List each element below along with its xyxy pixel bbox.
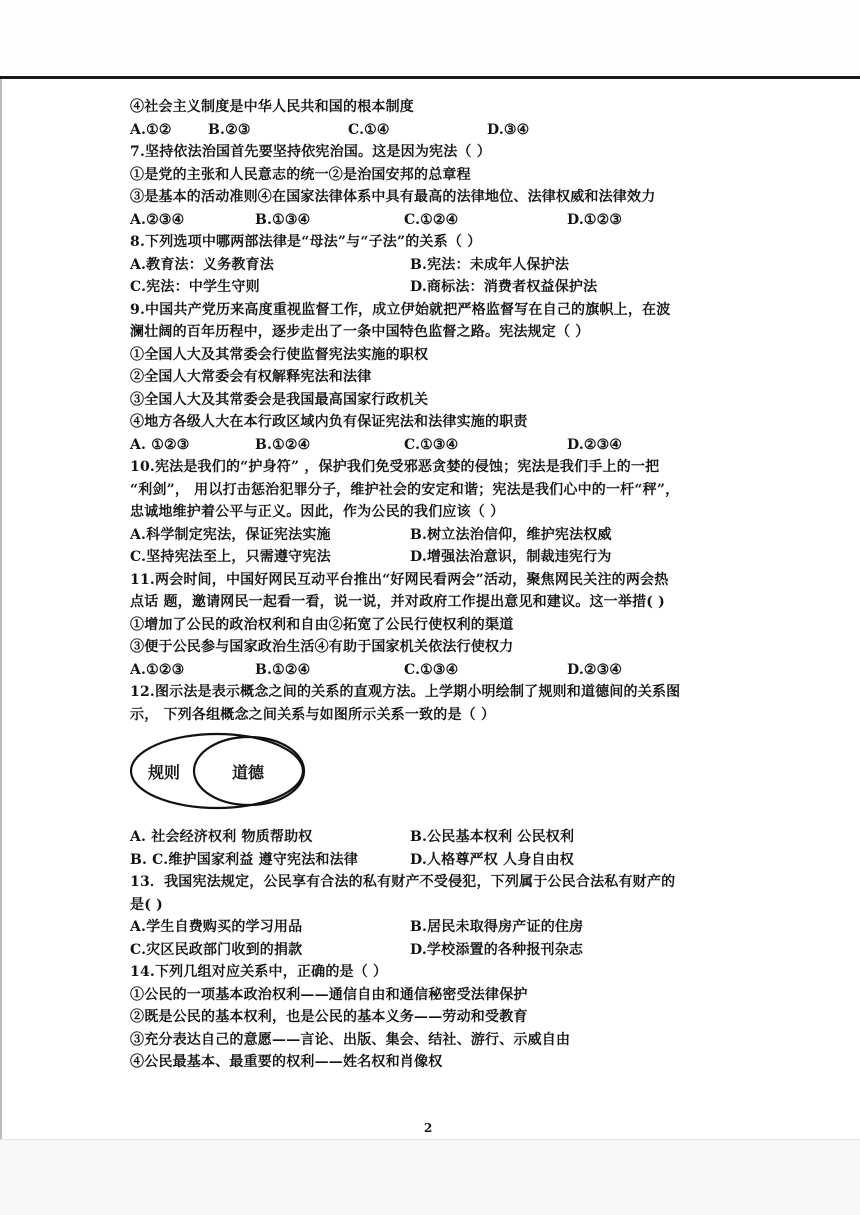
q7-statements-2: ③是基本的活动准则④在国家法律体系中具有最高的法律地位、法律权威和法律效力: [130, 189, 656, 205]
q8-options-row-1: [130, 254, 740, 277]
q10-options-row-1: [130, 524, 740, 547]
exam-page-content: [130, 96, 740, 1074]
q8-option-d: D.商标法：消费者权益保护法: [410, 279, 598, 295]
header-rule: [0, 76, 860, 79]
q8-option-a: A.教育法：义务教育法: [130, 256, 274, 273]
q9-statement-3: ③全国人大及其常委会是我国最高国家行政机关: [130, 391, 429, 408]
scan-bottom-margin: [0, 1140, 860, 1215]
q10-option-a: A.科学制定宪法，保证宪法实施: [130, 526, 331, 543]
q7-option-a: A.②③④: [130, 211, 185, 228]
q13-option-b: B.居民未取得房产证的住房: [410, 919, 584, 935]
q7-stem: 7.坚持依法治国首先要坚持依宪治国。这是因为宪法（ ）: [130, 144, 491, 160]
q14-stem: 14.下列几组对应关系中，正确的是（ ）: [130, 964, 388, 980]
q12-stem-line-2: 示， 下列各组概念之间关系与如图所示关系一致的是（ ）: [130, 706, 496, 723]
q8-stem: 8.下列选项中哪两部法律是“母法”与“子法”的关系（ ）: [130, 234, 482, 250]
q12-option-c: B. C.维护国家利益 遵守宪法和法律: [130, 851, 359, 868]
q10-option-d: D.增强法治意识，制裁违宪行为: [410, 549, 612, 565]
q11-statements-1: ①增加了公民的政治权利和自由②拓宽了公民行使权利的渠道: [130, 616, 514, 633]
q9-option-c: C.①③④: [404, 436, 459, 453]
q10-option-b: B.树立法治信仰，维护宪法权威: [410, 526, 612, 543]
q7-statements-1: ①是党的主张和人民意志的统一②是治国安邦的总章程: [130, 166, 471, 183]
q13-options-row-1: [130, 916, 740, 939]
q9-option-b: B.①②④: [255, 436, 311, 453]
outer-label-rules: 规则: [148, 763, 181, 782]
q14-statement-1: ①公民的一项基本政治权利——通信自由和通信秘密受法律保护: [130, 986, 528, 1003]
q13-option-a: A.学生自费购买的学习用品: [130, 919, 303, 935]
q14-statement-2: ②既是公民的基本权利，也是公民的基本义务——劳动和受教育: [130, 1009, 528, 1025]
q9-option-a: A. ①②③: [130, 436, 190, 453]
q8-option-c: C.宪法：中学生守则: [130, 279, 260, 295]
q11-stem-line-1: 11.两会时间，中国好网民互动平台推出“好网民看两会”活动，聚焦网民关注的两会热: [130, 571, 669, 588]
q7-option-c: C.①②④: [404, 211, 459, 228]
q6-option-b: B.②③: [208, 121, 251, 138]
q9-statement-2: ②全国人大常委会有权解释宪法和法律: [130, 369, 372, 385]
q10-stem-line-1: 10.宪法是我们的“护身符” ，保护我们免受邪恶贪婪的侵蚀；宪法是我们手上的一把: [130, 459, 660, 475]
inner-label-morality: 道德: [232, 763, 265, 782]
q13-option-c: C.灾区民政部门收到的捐款: [130, 941, 303, 958]
q10-stem-line-3: 忠诚地维护着公平与正义。因此，作为公民的我们应该（ ）: [130, 504, 505, 520]
q10-stem-line-2: “利剑”， 用以打击惩治犯罪分子，维护社会的安定和谐；宪法是我们心中的一杆“秤”，: [130, 481, 680, 498]
q12-option-a: A. 社会经济权利 物质帮助权: [130, 829, 313, 845]
q9-stem-line-2: 澜壮阔的百年历程中，逐步走出了一条中国特色监督之路。宪法规定（ ）: [130, 324, 590, 340]
q12-option-d: D.人格尊严权 人身自由权: [410, 851, 574, 868]
q13-options-row-2: [130, 939, 740, 962]
q11-option-d: D.②③④: [567, 661, 623, 678]
q11-option-b: B.①②④: [255, 661, 311, 678]
scan-left-edge: [0, 79, 2, 1139]
q8-option-b: B.宪法：未成年人保护法: [410, 256, 570, 273]
rules-morality-venn-diagram: [128, 726, 740, 826]
q6-option-d: D.③④: [487, 121, 530, 138]
q8-options-row-2: [130, 276, 740, 299]
q11-option-c: C.①③④: [404, 661, 459, 678]
q10-options-row-2: [130, 546, 740, 569]
q12-options-row-2: [130, 849, 740, 872]
q13-stem-line-2: 是( ): [130, 896, 163, 913]
q6-option-a: A.①②: [130, 121, 172, 138]
q11-option-a: A.①②③: [130, 661, 185, 678]
q11-statements-2: ③便于公民参与国家政治生活④有助于国家机关依法行使权力: [130, 639, 514, 655]
q6-option-c: C.①④: [348, 121, 390, 138]
q10-option-c: C.坚持宪法至上，只需遵守宪法: [130, 549, 331, 565]
q7-option-b: B.①③④: [255, 211, 311, 228]
q6-options: [130, 119, 740, 142]
q14-statement-4: ④公民最基本、最重要的权利——姓名权和肖像权: [130, 1054, 443, 1070]
q14-statement-3: ③充分表达自己的意愿——言论、出版、集会、结社、游行、示威自由: [130, 1031, 571, 1048]
q11-stem-line-2: 点话 题，邀请网民一起看一看，说一说，并对政府工作提出意见和建议。这一举措( ): [130, 594, 665, 610]
q9-options: [130, 434, 740, 457]
q13-option-d: D.学校添置的各种报刊杂志: [410, 941, 584, 958]
scan-top-margin: [0, 0, 860, 76]
q9-statement-1: ①全国人大及其常委会行使监督宪法实施的职权: [130, 346, 429, 363]
q9-statement-4: ④地方各级人大在本行政区域内负有保证宪法和法律实施的职责: [130, 414, 528, 430]
q13-stem-line-1: 13．我国宪法规定，公民享有合法的私有财产不受侵犯，下列属于公民合法私有财产的: [130, 874, 676, 890]
page-number: 2: [424, 1121, 433, 1135]
q9-stem-line-1: 9.中国共产党历来高度重视监督工作，成立伊始就把严格监督写在自己的旗帜上，在波: [130, 301, 671, 318]
q12-option-b: B.公民基本权利 公民权利: [410, 829, 575, 845]
q7-options: [130, 209, 740, 232]
q11-options: [130, 659, 740, 682]
q7-option-d: D.①②③: [567, 211, 623, 228]
q12-stem-line-1: 12.图示法是表示概念之间的关系的直观方法。上学期小明绘制了规则和道德间的关系图: [130, 684, 681, 700]
q9-option-d: D.②③④: [567, 436, 623, 453]
q12-options-row-1: [130, 826, 740, 849]
q6-statement-4: ④社会主义制度是中华人民共和国的根本制度: [130, 99, 414, 115]
